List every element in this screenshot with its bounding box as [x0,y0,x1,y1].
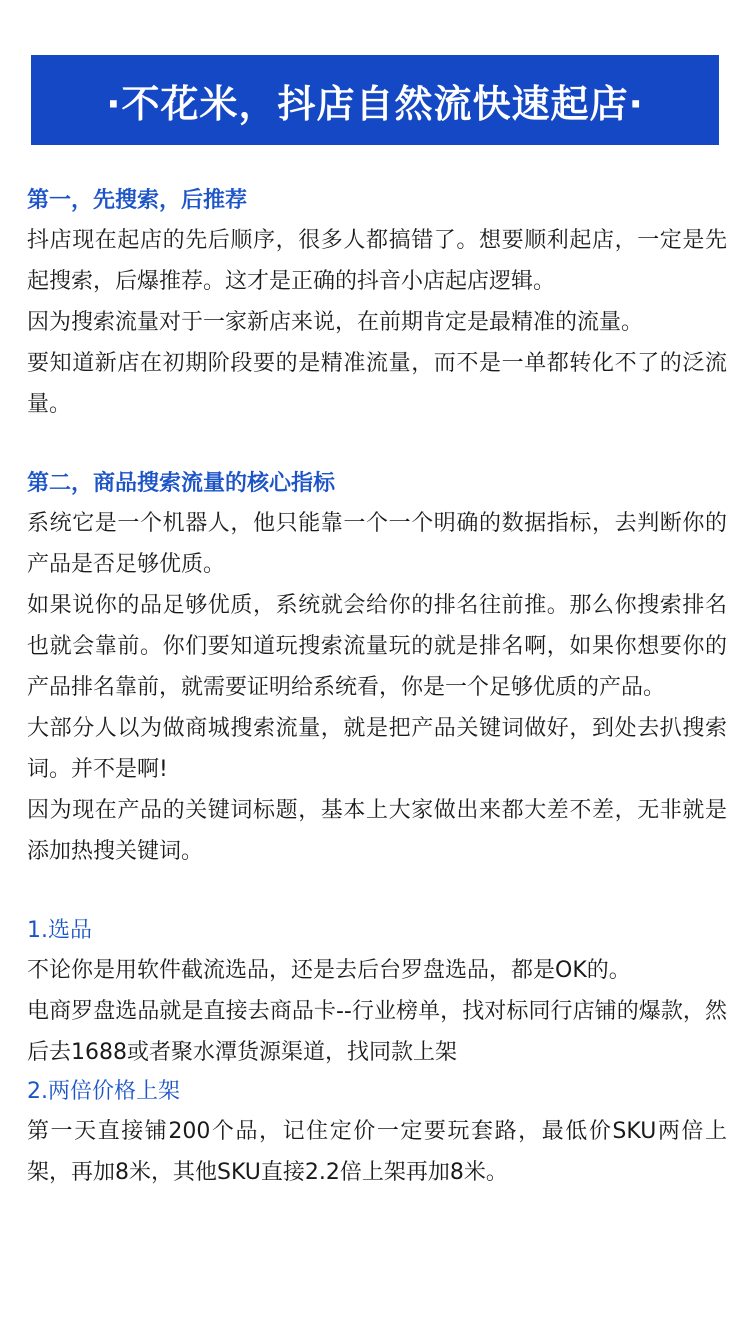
paragraph: 第一天直接铺200个品，记住定价一定要玩套路，最低价SKU两倍上架，再加8米，其他SKU直接2.2倍上架再加8米。 [27,1119,727,1185]
paragraph: 因为现在产品的关键词标题，基本上大家做出来都大差不差，无非就是添加热搜关键词。 [27,798,727,864]
sub-heading-double-price: 2.两倍价格上架 [27,1079,180,1104]
paragraph: 不论你是用软件截流选品，还是去后台罗盘选品，都是OK的。 [27,958,631,983]
section-spacer [27,872,727,912]
paragraph: 因为搜索流量对于一家新店来说，在前期肯定是最精准的流量。 [27,310,644,335]
paragraph: 如果说你的品足够优质，系统就会给你的排名往前推。那么你搜索排名也就会靠前。你们要知道玩搜索流量玩的就是排名啊，如果你想要你的产品排名靠前，就需要证明给系统看，你是一个足够优质的产品。 [27,593,727,700]
paragraph: 大部分人以为做商城搜索流量，就是把产品关键词做好，到处去扒搜索词。并不是啊! [27,716,727,782]
section-heading-search-first: 第一，先搜索，后推荐 [27,188,248,213]
paragraph: 抖店现在起店的先后顺序，很多人都搞错了。想要顺利起店，一定是先起搜索，后爆推荐。这才是正确的抖音小店起店逻辑。 [27,228,727,294]
title-banner [31,55,719,145]
sub-heading-product-selection: 1.选品 [27,918,92,943]
section-spacer [27,425,727,465]
article-body [27,182,727,1193]
banner-title: ·不花米，抖店自然流快速起店· [106,81,644,126]
paragraph: 系统它是一个机器人，他只能靠一个一个明确的数据指标，去判断你的产品是否足够优质。 [27,511,727,577]
section-heading-core-metrics: 第二，商品搜索流量的核心指标 [27,471,336,496]
paragraph: 要知道新店在初期阶段要的是精准流量，而不是一单都转化不了的泛流量。 [27,351,727,417]
paragraph: 电商罗盘选品就是直接去商品卡--行业榜单，找对标同行店铺的爆款，然后去1688或者聚水潭货源渠道，找同款上架 [27,999,727,1065]
